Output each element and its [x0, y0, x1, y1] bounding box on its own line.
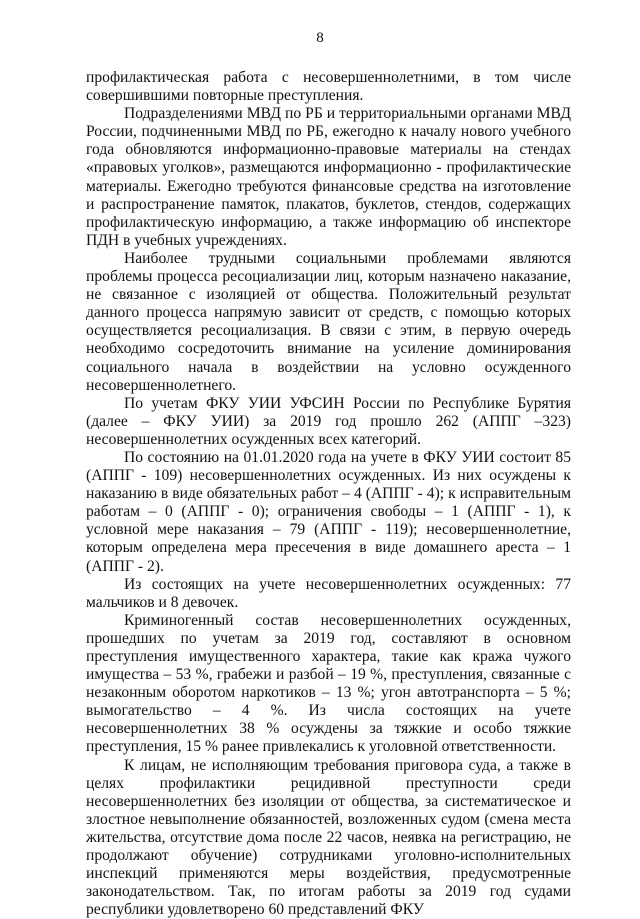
body-text: [86, 69, 571, 919]
paragraph-resocialization: Наиболее трудными социальными проблемами являются проблемы процесса ресоциализации лиц, которым назначено наказание, не связанное с изоляцией от общества. Положительный результат данного процесса напрямую зависит от средств, с помощью которых осуществляется ресоциализация. В связи с этим, в первую очередь необходимо сосредоточить внимание на усиление доминирования социального начала в воздействии на условно осужденного несовершеннолетнего.: [86, 249, 571, 394]
paragraph-fku-uii-records: По учетам ФКУ УИИ УФСИН России по Республике Бурятия (далее – ФКУ УИИ) за 2019 год прошло 262 (АППГ –323) несовершеннолетних осужденных всех категорий.: [86, 394, 571, 448]
paragraph-legal-corners: Подразделениями МВД по РБ и территориальными органами МВД России, подчиненными МВД по РБ, ежегодно к началу нового учебного года обновляются информационно-правовые материалы на стендах «правовых уголков», размещаются информационно - профилактические материалы. Ежегодно требуются финансовые средства на изготовление и распространение памяток, плакатов, буклетов, стендов, содержащих профилактическую информацию, а также информацию об инспекторе ПДН в учебных учреждениях.: [86, 105, 571, 249]
paragraph-registered-convicts: По состоянию на 01.01.2020 года на учете в ФКУ УИИ состоит 85 (АППГ - 109) несовершеннолетних осужденных. Из них осуждены к наказанию в виде обязательных работ – 4 (АППГ - 4); к исправительным работам – 0 (АППГ - 0); ограничения свободы – 1 (АППГ - 1), к условной мере наказания – 79 (АППГ - 119); несовершеннолетние, которым определена мера пресечения в виде домашнего ареста – 1 (АППГ - 2).: [86, 448, 571, 575]
paragraph-boys-girls: Из состоящих на учете несовершеннолетних осужденных: 77 мальчиков и 8 девочек.: [86, 575, 571, 611]
paragraph-sanctions: К лицам, не исполняющим требования приговора суда, а также в целях профилактики рецидивной преступности среди несовершеннолетних без изоляции от общества, за систематическое и злостное невыполнение обязанностей, возложенных судом (смена места жительства, отсутствие дома после 22 часов, неявка на регистрацию, не продолжают обучение) сотрудниками уголовно-исполнительных инспекций применяются меры воздействия, предусмотренные законодательством. Так, по итогам работы за 2019 год судами республики удовлетворено 60 представлений ФКУ: [86, 756, 571, 919]
paragraph-continued: профилактическая работа с несовершеннолетними, в том числе совершившими повторные преступления.: [86, 69, 571, 105]
page-number: 8: [316, 30, 324, 46]
paragraph-criminogenic-structure: Криминогенный состав несовершеннолетних осужденных, прошедших по учетам за 2019 год, составляют в основном преступления имущественного характера, такие как кража чужого имущества – 53 %, грабежи и разбой – 19 %, преступления, связанные с незаконным оборотом наркотиков – 13 %; угон автотранспорта – 5 %; вымогательство – 4 %. Из числа состоящих на учете несовершеннолетних 38 % осуждены за тяжкие и особо тяжкие преступления, 15 % ранее привлекались к уголовной ответственности.: [86, 611, 571, 756]
